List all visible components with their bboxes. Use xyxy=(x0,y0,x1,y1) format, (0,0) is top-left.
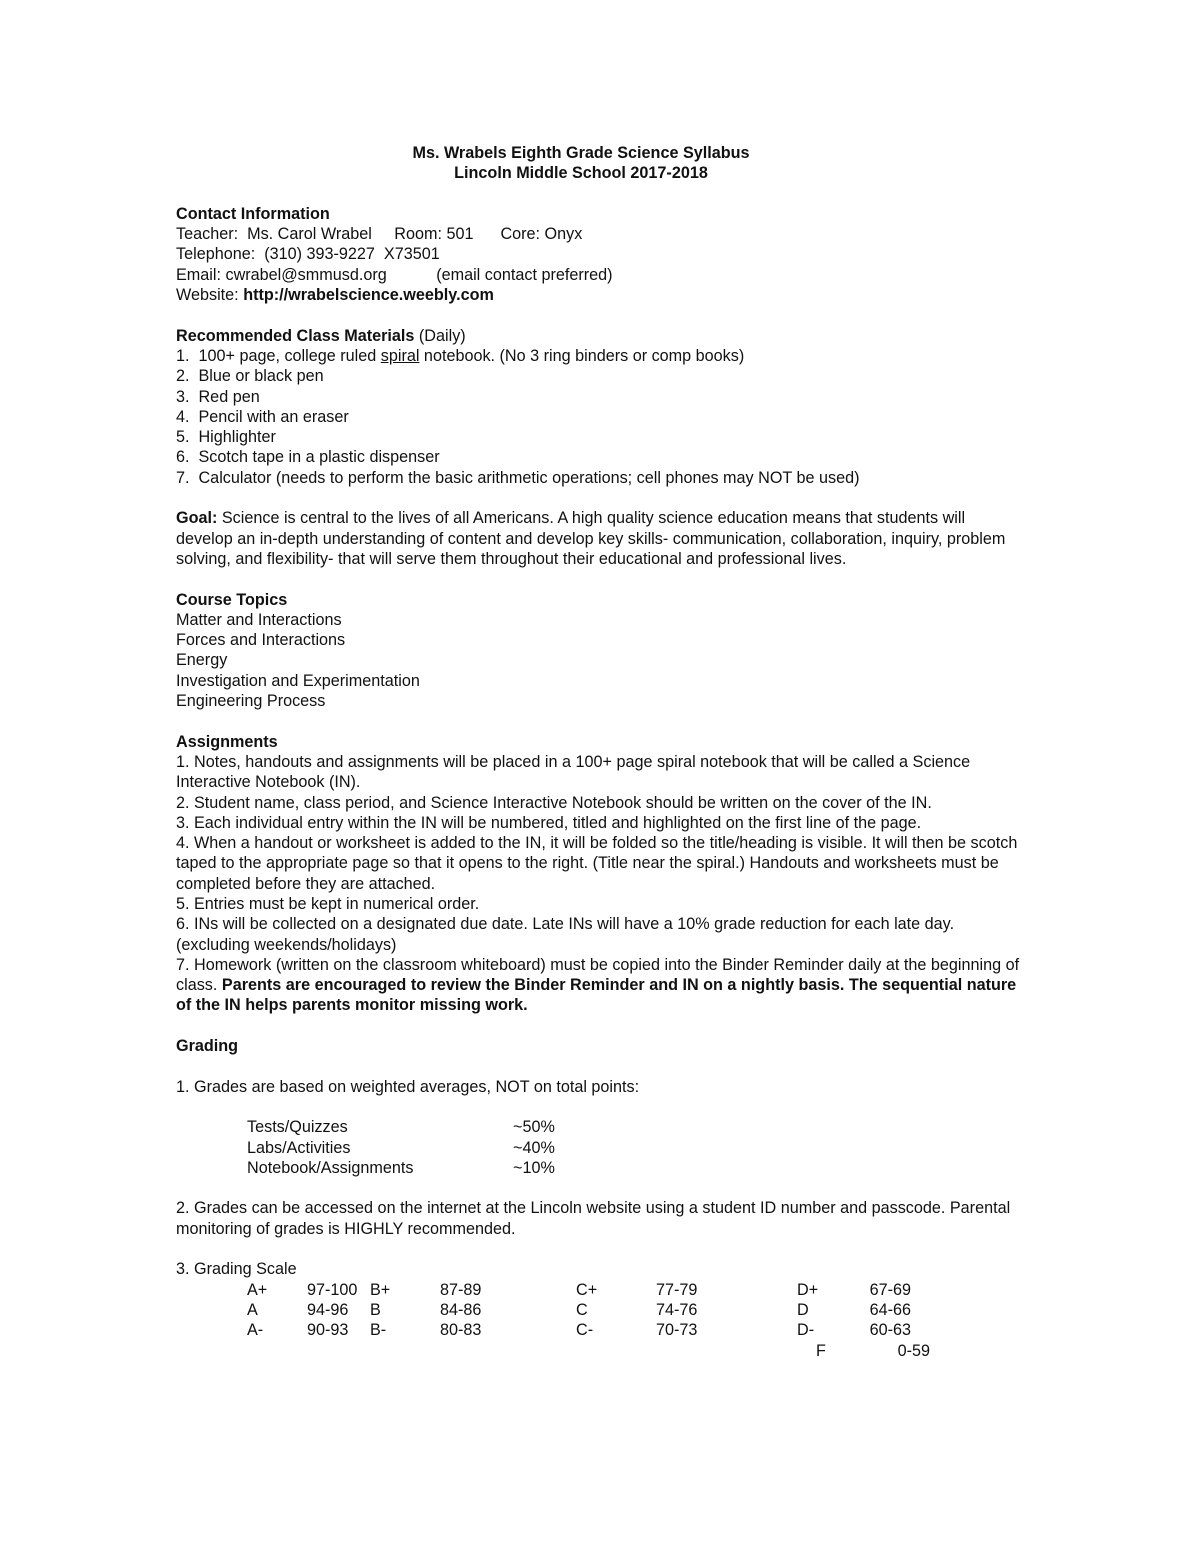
document-title xyxy=(146,143,1016,184)
telephone-line: Telephone: (310) 393-9227 X73501 xyxy=(176,245,440,264)
grade-letter: C- xyxy=(576,1321,594,1340)
materials-item-6: 6. Scotch tape in a plastic dispenser xyxy=(176,448,440,467)
assignment-item-4: 4. When a handout or worksheet is added to the IN, it will be folded so the title/heading is visible. It will then be scotch taped to the appropriate page so that it opens to the right. (Title near the spiral.) Handouts and worksheets must be completed before they are attached. xyxy=(176,834,1018,893)
contact-section xyxy=(176,204,1036,305)
grade-letter: F xyxy=(816,1341,826,1360)
assignment-item-7-text: 7. Homework (written on the classroom whiteboard) must be copied into the Binder Reminder daily at the beginning of class. xyxy=(176,955,1020,995)
grade-letter: B xyxy=(370,1300,381,1319)
scale-row xyxy=(247,1300,1036,1320)
materials-item-1 xyxy=(176,346,1036,366)
weight-row xyxy=(247,1138,1036,1158)
title-line-2: Lincoln Middle School 2017-2018 xyxy=(454,164,708,183)
assignment-item-6: 6. INs will be collected on a designated due date. Late INs will have a 10% grade reduction for each late day. (excluding weekends/holidays) xyxy=(176,915,955,954)
assignment-item-5: 5. Entries must be kept in numerical order. xyxy=(176,894,480,913)
grade-range: 70-73 xyxy=(656,1321,698,1340)
grade-range: 64-66 xyxy=(869,1300,911,1319)
materials-section xyxy=(176,326,1036,488)
grade-letter: C+ xyxy=(576,1280,598,1299)
materials-heading xyxy=(176,326,1036,346)
scale-row xyxy=(247,1280,1036,1300)
topic-item: Forces and Interactions xyxy=(176,631,346,650)
weight-value: ~40% xyxy=(513,1138,555,1157)
grade-letter: B- xyxy=(370,1321,387,1340)
grade-range: 74-76 xyxy=(656,1300,698,1319)
website-line xyxy=(176,285,1036,305)
assignments-heading: Assignments xyxy=(176,732,278,751)
grade-letter: B+ xyxy=(370,1280,391,1299)
materials-item-1-rest: notebook. (No 3 ring binders or comp books) xyxy=(419,346,745,365)
scale-row xyxy=(247,1341,1036,1361)
materials-item-3: 3. Red pen xyxy=(176,387,260,406)
goal-label: Goal: xyxy=(176,509,218,528)
topics-heading: Course Topics xyxy=(176,590,288,609)
materials-item-4: 4. Pencil with an eraser xyxy=(176,407,349,426)
topic-item: Energy xyxy=(176,651,228,670)
grade-weights-table xyxy=(247,1117,1036,1178)
grading-scale-table xyxy=(247,1280,1036,1361)
grade-range: 90-93 xyxy=(307,1321,349,1340)
grade-letter: A+ xyxy=(247,1280,268,1299)
grading-point-3: 3. Grading Scale xyxy=(176,1260,297,1279)
grade-letter: D- xyxy=(797,1321,815,1340)
grading-heading: Grading xyxy=(176,1037,239,1056)
grade-letter: A- xyxy=(247,1321,264,1340)
weight-label: Notebook/Assignments xyxy=(247,1158,414,1177)
spiral-underlined-word: spiral xyxy=(380,346,420,365)
email-line: Email: cwrabel@smmusd.org (email contact preferred) xyxy=(176,265,613,284)
website-link[interactable]: http://wrabelscience.weebly.com xyxy=(243,286,494,305)
assignment-item-3: 3. Each individual entry within the IN will be numbered, titled and highlighted on the first line of the page. xyxy=(176,813,922,832)
materials-item-5: 5. Highlighter xyxy=(176,428,276,447)
grading-point-1: 1. Grades are based on weighted averages, NOT on total points: xyxy=(176,1077,640,1096)
materials-heading-suffix: (Daily) xyxy=(414,326,466,345)
assignment-item-1: 1. Notes, handouts and assignments will be placed in a 100+ page spiral notebook that will be called a Science Interactive Notebook (IN). xyxy=(176,752,971,792)
weight-value: ~10% xyxy=(513,1158,555,1177)
grade-range: 84-86 xyxy=(440,1300,482,1319)
assignment-item-2: 2. Student name, class period, and Science Interactive Notebook should be written on the cover of the IN. xyxy=(176,793,932,812)
teacher-line: Teacher: Ms. Carol Wrabel Room: 501 Core: Onyx xyxy=(176,225,583,244)
grade-range: 80-83 xyxy=(440,1321,482,1340)
grade-range: 60-63 xyxy=(869,1321,911,1340)
grade-letter: A xyxy=(247,1300,258,1319)
grade-range: 97-100 xyxy=(307,1280,358,1299)
topic-item: Engineering Process xyxy=(176,692,326,711)
materials-heading-text: Recommended Class Materials xyxy=(176,326,415,345)
materials-item-7: 7. Calculator (needs to perform the basic arithmetic operations; cell phones may NOT be used) xyxy=(176,468,860,487)
grade-range: 67-69 xyxy=(869,1280,911,1299)
topic-item: Matter and Interactions xyxy=(176,610,342,629)
grade-letter: D+ xyxy=(797,1280,819,1299)
grade-letter: C xyxy=(576,1300,588,1319)
goal-text: Science is central to the lives of all Americans. A high quality science education means that students will develop an in-depth understanding of content and develop key skills- communication, collaboration, inquiry, problem solving, and flexibility- that will serve them throughout their educational and professional lives. xyxy=(176,509,1006,568)
grade-range: 0-59 xyxy=(897,1341,930,1360)
weight-label: Tests/Quizzes xyxy=(247,1118,348,1137)
title-line-1: Ms. Wrabels Eighth Grade Science Syllabus xyxy=(412,144,750,162)
weight-row xyxy=(247,1117,1036,1137)
weight-value: ~50% xyxy=(513,1118,555,1137)
syllabus-document xyxy=(176,143,1036,1361)
topics-section xyxy=(176,590,1036,712)
goal-section xyxy=(176,508,1026,569)
parents-note: Parents are encouraged to review the Binder Reminder and IN on a nightly basis. The sequential nature of the IN helps parents monitor missing work. xyxy=(176,976,1017,1015)
grade-range: 77-79 xyxy=(656,1280,698,1299)
grade-letter: D xyxy=(797,1300,809,1319)
weight-row xyxy=(247,1158,1036,1178)
grading-section xyxy=(176,1036,1036,1361)
weight-label: Labs/Activities xyxy=(247,1138,351,1157)
contact-heading: Contact Information xyxy=(176,204,330,223)
materials-item-1-text: 1. 100+ page, college ruled xyxy=(176,346,381,365)
grade-range: 87-89 xyxy=(440,1280,482,1299)
grade-range: 94-96 xyxy=(307,1300,349,1319)
materials-item-2: 2. Blue or black pen xyxy=(176,367,324,386)
assignment-item-7 xyxy=(176,955,1026,1016)
website-label: Website: xyxy=(176,286,244,305)
topic-item: Investigation and Experimentation xyxy=(176,671,420,690)
grading-point-2: 2. Grades can be accessed on the internet at the Lincoln website using a student ID number and passcode. Parental monitoring of grades is HIGHLY recommended. xyxy=(176,1199,1011,1238)
scale-row xyxy=(247,1320,1036,1340)
assignments-section xyxy=(176,732,1026,1016)
